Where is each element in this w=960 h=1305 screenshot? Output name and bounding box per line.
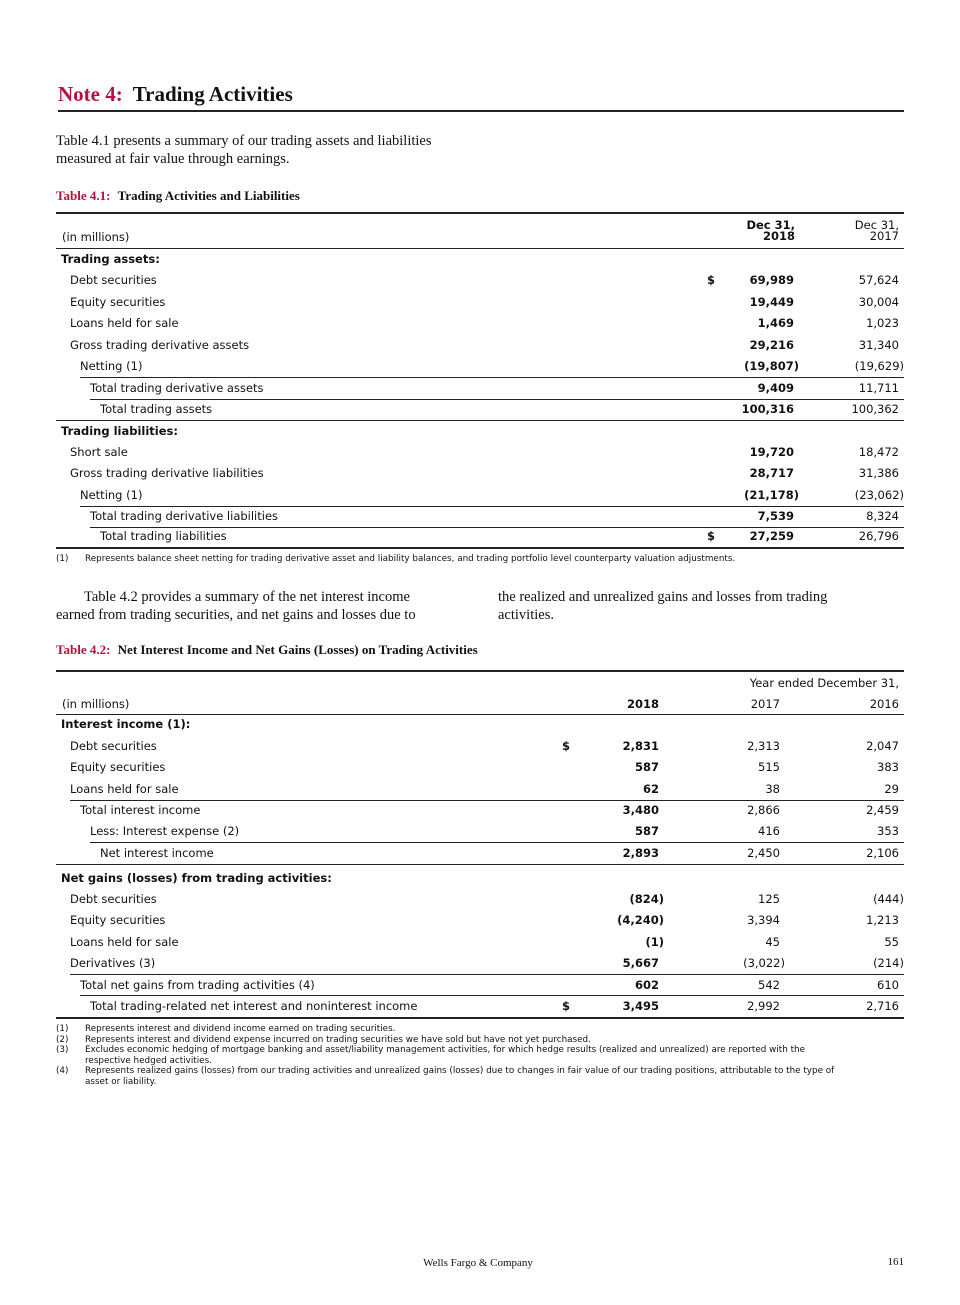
table-row — [0, 757, 960, 778]
row-label: Total net gains from trading activities (4) — [80, 978, 315, 992]
value-2017: 542 — [758, 978, 780, 992]
value-2018: 1,469 — [757, 316, 794, 330]
row-label: Equity securities — [70, 295, 166, 309]
footnote-text: Excludes economic hedging of mortgage banking and asset/liability management activities, for which hedge results (realized and unrealized) are reported with the — [85, 1045, 806, 1055]
column-header-2017: 2017 — [750, 697, 780, 711]
footnote-text: Represents interest and dividend income earned on trading securities. — [85, 1024, 396, 1034]
value-2017: 3,394 — [747, 913, 780, 927]
value-2017: 515 — [758, 760, 780, 774]
value-2017: 57,624 — [858, 273, 899, 287]
value-2017: 2,992 — [747, 999, 780, 1013]
value-2016: 383 — [877, 760, 899, 774]
value-2016: 2,106 — [866, 846, 899, 860]
row-label: Less: Interest expense (2) — [90, 824, 240, 838]
value-2018: (824) — [629, 892, 664, 906]
column-header-2018: 2018 — [626, 697, 659, 711]
table-top-rule — [56, 670, 904, 672]
value-2016: (444) — [873, 892, 904, 906]
value-2018: (4,240) — [617, 913, 664, 927]
row-label: Debt securities — [70, 273, 157, 287]
table-caption-number: Table 4.2: — [56, 642, 111, 657]
value-2018: 29,216 — [749, 338, 794, 352]
value-2018: 28,717 — [749, 466, 794, 480]
footnote — [56, 1066, 904, 1087]
row-label: Total trading-related net interest and noninterest income — [90, 999, 418, 1013]
row-label: Total interest income — [80, 803, 201, 817]
column-header-line: Dec 31, — [854, 218, 899, 232]
value-2017: 2,313 — [747, 739, 780, 753]
units-label: (in millions) — [62, 697, 130, 711]
table-bottom-rule — [56, 1017, 904, 1019]
table-row — [0, 843, 960, 864]
footnote-text: Represents interest and dividend expense incurred on trading securities we have sold but have not yet purchased. — [85, 1034, 591, 1045]
page-number: 161 — [887, 1256, 904, 1268]
value-2017: 31,340 — [858, 338, 899, 352]
value-2018: 2,893 — [622, 846, 659, 860]
intro-line: earned from trading securities, and net gains and losses due to — [56, 607, 416, 623]
row-label: Total trading derivative assets — [90, 381, 264, 395]
row-label: Total trading derivative liabilities — [90, 509, 279, 523]
table-caption-text: Net Interest Income and Net Gains (Losses) on Trading Activities — [117, 642, 478, 657]
value-2016: 353 — [877, 824, 899, 838]
value-2017: 2,450 — [747, 846, 780, 860]
row-label: Total trading assets — [100, 402, 213, 416]
note-title: Trading Activities — [132, 82, 293, 106]
row-label: Total trading liabilities — [100, 529, 227, 543]
value-2017: 31,386 — [858, 466, 899, 480]
table-row — [0, 889, 960, 910]
intro-line: Table 4.1 presents a summary of our trading assets and liabilities — [56, 133, 432, 149]
row-label: Debt securities — [70, 739, 157, 753]
value-2018: 2,831 — [622, 739, 659, 753]
value-2016: 2,459 — [866, 803, 899, 817]
table-caption-number: Table 4.1: — [56, 188, 111, 203]
section-rule — [56, 864, 904, 865]
value-2017: 30,004 — [858, 295, 899, 309]
value-2016: (214) — [873, 956, 904, 970]
table-row — [0, 953, 960, 974]
value-2017: (3,022) — [743, 956, 785, 970]
column-header-2016: 2016 — [869, 697, 899, 711]
currency-symbol: $ — [707, 273, 716, 287]
value-2016: 29 — [884, 782, 899, 796]
row-label: Loans held for sale — [70, 316, 179, 330]
value-2018: (1) — [645, 935, 664, 949]
intro-line: measured at fair value through earnings. — [56, 151, 290, 167]
row-label: Equity securities — [70, 913, 166, 927]
period-header: Year ended December 31, — [749, 676, 899, 690]
value-2018: 27,259 — [749, 529, 794, 543]
column-header-line: Dec 31, — [746, 218, 795, 232]
row-label: Netting (1) — [80, 488, 143, 502]
row-label: Loans held for sale — [70, 782, 179, 796]
value-2018: 9,409 — [757, 381, 794, 395]
value-2017: 8,324 — [866, 509, 899, 523]
value-2018: 69,989 — [749, 273, 794, 287]
value-2018: 5,667 — [622, 956, 659, 970]
value-2016: 2,716 — [866, 999, 899, 1013]
table-caption-text: Trading Activities and Liabilities — [117, 188, 300, 203]
table-row — [0, 996, 960, 1017]
intro-line: the realized and unrealized gains and losses from trading — [498, 589, 828, 605]
value-2018: 602 — [634, 978, 659, 992]
note-label: Note 4: — [58, 82, 123, 106]
footnote-number: (2) — [56, 1034, 69, 1045]
value-2018: 7,539 — [757, 509, 794, 523]
row-label: Netting (1) — [80, 359, 143, 373]
footnote-text: Represents realized gains (losses) from our trading activities and unrealized gains (losses) due to changes in fair value of our trading positions, attributable to the type of — [85, 1066, 835, 1076]
intro-line: Table 4.2 provides a summary of the net interest income — [84, 589, 410, 605]
table-row — [0, 975, 960, 996]
table-row — [0, 910, 960, 931]
value-2017: 100,362 — [851, 402, 899, 416]
value-2018: (21,178) — [744, 488, 799, 502]
table-row — [0, 821, 960, 842]
row-label: Gross trading derivative liabilities — [70, 466, 264, 480]
row-label: Derivatives (3) — [70, 956, 156, 970]
value-2017: 1,023 — [866, 316, 899, 330]
value-2017: 45 — [765, 935, 780, 949]
row-label: Net interest income — [100, 846, 214, 860]
column-header-line: 2018 — [762, 229, 795, 243]
row-label: Gross trading derivative assets — [70, 338, 250, 352]
footnote-text: Represents balance sheet netting for trading derivative asset and liability balances, and trading portfolio level counterparty valuation adjustments. — [85, 554, 736, 564]
value-2017: 11,711 — [858, 381, 899, 395]
footnote-text: asset or liability. — [85, 1076, 157, 1087]
footnote-number: (3) — [56, 1045, 69, 1055]
value-2016: 1,213 — [866, 913, 899, 927]
value-2018: 3,480 — [622, 803, 659, 817]
value-2018: 587 — [634, 760, 659, 774]
table-footnotes — [56, 1024, 904, 1087]
value-2018: 100,316 — [741, 402, 794, 416]
value-2018: 3,495 — [622, 999, 659, 1013]
footer-company: Wells Fargo & Company — [423, 1257, 533, 1269]
value-2016: 610 — [877, 978, 899, 992]
section-header: Net gains (losses) from trading activities: — [61, 871, 332, 885]
value-2018: (19,807) — [744, 359, 799, 373]
value-2017: 125 — [758, 892, 780, 906]
footnote — [56, 1035, 904, 1046]
value-2017: 38 — [765, 782, 780, 796]
footnote-text: respective hedged activities. — [85, 1055, 212, 1066]
value-2017: 416 — [758, 824, 780, 838]
value-2017: (23,062) — [854, 488, 904, 502]
units-label: (in millions) — [62, 230, 130, 244]
value-2017: 26,796 — [858, 529, 899, 543]
value-2017: (19,629) — [854, 359, 904, 373]
row-label: Equity securities — [70, 760, 166, 774]
currency-symbol: $ — [562, 999, 571, 1013]
table-row — [0, 736, 960, 757]
table-row — [0, 800, 960, 821]
section-header: Trading assets: — [61, 252, 160, 266]
footnote — [56, 1045, 904, 1066]
value-2016: 55 — [884, 935, 899, 949]
value-2018: 62 — [642, 782, 659, 796]
value-2018: 587 — [634, 824, 659, 838]
row-label: Short sale — [70, 445, 128, 459]
value-2016: 2,047 — [866, 739, 899, 753]
value-2018: 19,449 — [749, 295, 794, 309]
section-header-row — [0, 714, 960, 735]
footnote-number: (1) — [56, 554, 69, 564]
table-row — [0, 779, 960, 800]
footnote-number: (1) — [56, 1024, 69, 1034]
currency-symbol: $ — [707, 529, 716, 543]
section-header: Interest income (1): — [61, 717, 191, 731]
row-label: Debt securities — [70, 892, 157, 906]
intro-line: activities. — [498, 607, 554, 623]
section-header-row — [0, 868, 960, 889]
value-2018: 19,720 — [749, 445, 794, 459]
footnote-number: (4) — [56, 1066, 69, 1076]
value-2017: 18,472 — [858, 445, 899, 459]
value-2017: 2,866 — [747, 803, 780, 817]
footnote — [56, 1024, 904, 1035]
column-header-line: 2017 — [869, 229, 899, 243]
section-header: Trading liabilities: — [61, 424, 178, 438]
table-row — [0, 932, 960, 953]
row-label: Loans held for sale — [70, 935, 179, 949]
currency-symbol: $ — [562, 739, 571, 753]
